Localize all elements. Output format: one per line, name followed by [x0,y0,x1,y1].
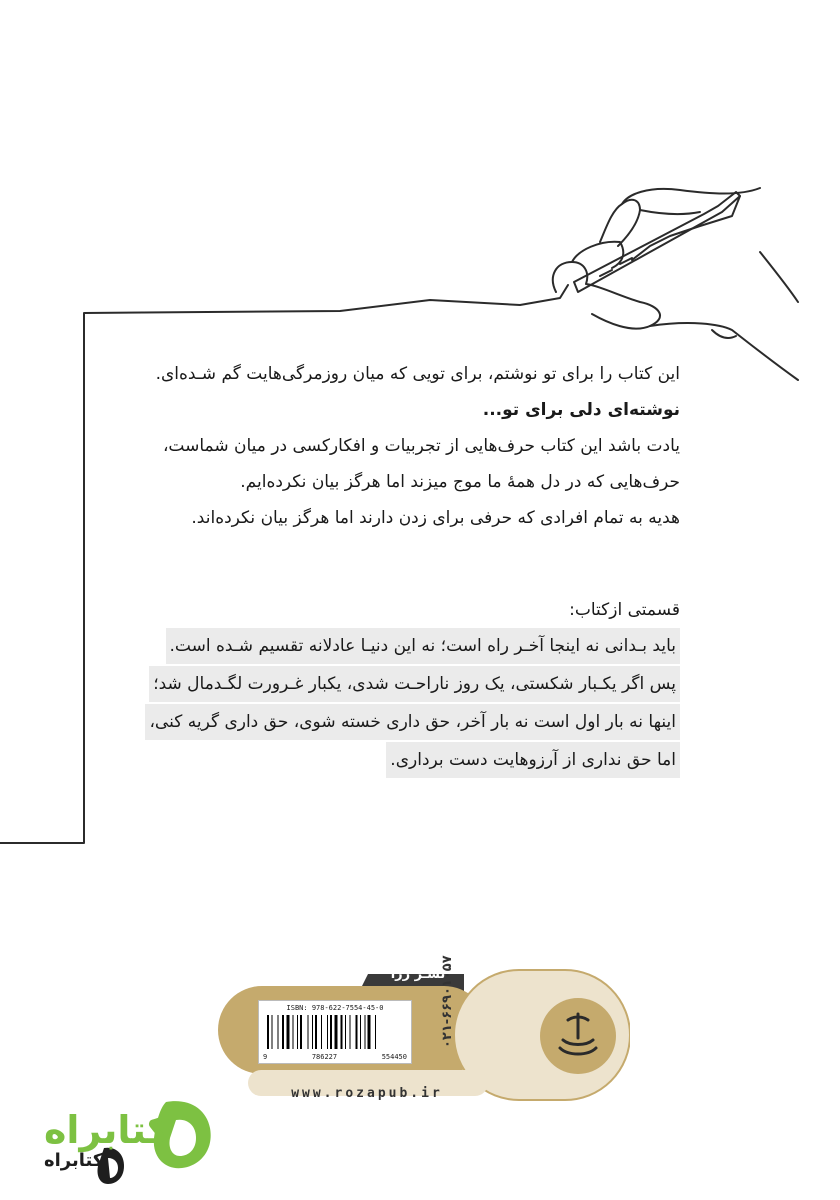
publisher-phone: ۰۲۱-۶۶۹۰۱۰۵۷ [440,955,455,1048]
barcode [258,1000,412,1064]
intro-subtitle: نوشته‌ای دلی برای تو... [482,400,680,420]
barcode-bar [327,1015,328,1049]
intro-line-1: این کتاب را برای تو نوشتم، برای تویی که میان روزمرگی‌هایت گم شـده‌ای. [155,364,680,384]
excerpt-text [145,627,680,779]
barcode-bar [308,1015,309,1049]
barcode-bar [365,1015,366,1049]
barcode-digit-1: 786227 [311,1053,338,1061]
barcode-digit-0: 9 [263,1053,268,1061]
excerpt-line-3: اینها نه بار اول است نه بار آخر، حق داری خسته شوی، حق داری گریه کنی، [145,704,680,740]
excerpt-line-4: اما حق نداری از آرزوهایت دست برداری. [386,742,680,778]
barcode-digit-2: 554450 [381,1053,407,1061]
barcode-bar [335,1015,338,1049]
barcode-bar [375,1015,376,1049]
barcode-bar [315,1015,317,1049]
isbn-label: ISBN: 978-622-7554-45-0 [286,1004,384,1012]
barcode-bar [356,1015,358,1049]
excerpt-line-1: باید بـدانی نه اینجا آخـر راه است؛ نه این دنیـا عادلانه تقسیم شـده است. [166,628,680,664]
barcode-bar [368,1015,371,1049]
barcode-bar [278,1015,279,1049]
barcode-bar [287,1015,290,1049]
barcode-bar [350,1015,351,1049]
intro-line-3: یادت باشد این کتاب حرف‌هایی از تجربیات و افکارکسی در میان شماست، [162,436,680,456]
barcode-bar [272,1015,273,1049]
barcode-bars [267,1015,403,1049]
ketabrah-wordmark-small: کتابراه [44,1150,104,1171]
barcode-bar [321,1015,322,1049]
barcode-bar [341,1015,343,1049]
intro-line-5: هدیه به تمام افرادی که حرفی برای زدن دارند اما هرگز بیان نکرده‌اند. [191,508,680,528]
intro-text [156,356,680,536]
barcode-bar [300,1015,302,1049]
barcode-bar [267,1015,269,1049]
publisher-name: نشـر رزا [390,967,446,982]
barcode-bar [293,1015,294,1049]
barcode-bar [330,1015,332,1049]
intro-line-4: حرف‌هایی که در دل همهٔ ما موج میزند اما هرگز بیان نکرده‌ایم. [240,472,680,492]
ketabrah-wordmark: کتابراه [44,1108,170,1152]
publisher-website[interactable]: www.rozapub.ir [291,1086,443,1101]
excerpt-title: قسمتی ازکتاب: [569,600,680,620]
barcode-bar [345,1015,346,1049]
barcode-bar [312,1015,313,1049]
barcode-bar [360,1015,361,1049]
excerpt-line-2: پس اگر یکـبار شکستی، یک روز ناراحـت شدی، یکبار غـرورت لگـدمال شد؛ [149,666,680,702]
barcode-bar [297,1015,298,1049]
barcode-bar [282,1015,284,1049]
